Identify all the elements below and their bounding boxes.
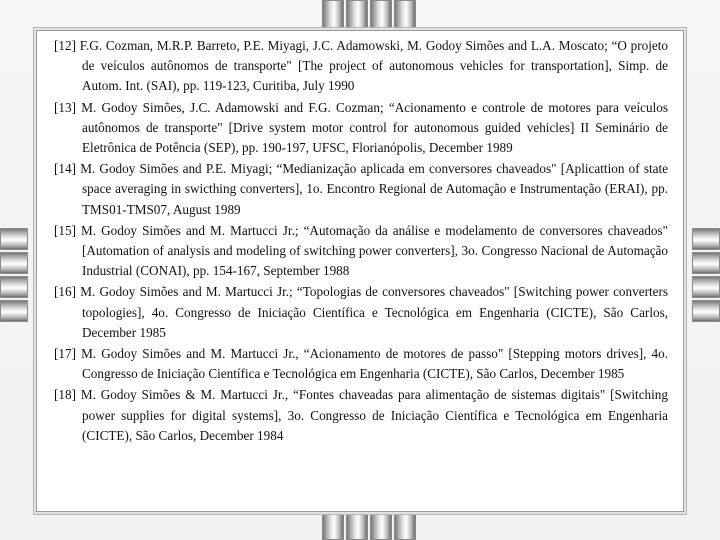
reference-text: F.G. Cozman, M.R.P. Barreto, P.E. Miyagi, J.C. Adamowski, M. Godoy Simões and L.A. Moscato; “O projeto de veículos autônomos de transporte" [The project of autonomous vehicles for transportation], Simp. de Autom. Int. (SAI), pp. 119-123, Curitiba, July 1990 xyxy=(79,38,668,94)
frame-tab-bottom-2 xyxy=(346,512,368,540)
reference-id: [16] xyxy=(54,284,76,300)
frame-tab-bottom-4 xyxy=(394,512,416,540)
frame-tab-right-4 xyxy=(692,300,720,322)
reference-item xyxy=(54,36,668,97)
reference-text: M. Godoy Simões, J.C. Adamowski and F.G. Cozman; “Acionamento e controle de motores para veículos autônomos de transporte" [Drive system motor control for autonomous guided vehicles] II Seminário de Eletrônica de Potência (SEP), pp. 190-197, UFSC, Florianópolis, December 1989 xyxy=(81,99,668,156)
reference-id: [15] xyxy=(54,222,76,238)
reference-id: [17] xyxy=(54,346,76,362)
frame-tab-top-3 xyxy=(370,0,392,28)
reference-text: M. Godoy Simões & M. Martucci Jr., “Fontes chaveadas para alimentação de sistemas digitais" [Switching power supplies for digital systems], 3o. Congresso de Iniciação Científica e Tecnológica em Engenharia (CICTE), São Carlos, December 1984 xyxy=(80,387,668,443)
frame-tab-top-1 xyxy=(322,0,344,28)
reference-item xyxy=(54,98,668,159)
frame-tab-left-1 xyxy=(0,228,28,250)
reference-text: M. Godoy Simões and M. Martucci Jr.; “Automação da análise e modelamento de conversores chaveados" [Automation of analysis and modeling of switching power converters], 3o. Congresso Nacional de Automação Industrial (CONAI), pp. 154-167, September 1988 xyxy=(81,222,668,279)
reference-list xyxy=(54,36,668,447)
reference-item xyxy=(54,385,668,446)
frame-tab-left-4 xyxy=(0,300,28,322)
frame-tab-right-3 xyxy=(692,276,720,298)
reference-id: [12] xyxy=(54,38,76,53)
reference-text: M. Godoy Simões and M. Martucci Jr.; “Topologias de conversores chaveados" [Switching power converters topologies], 4o. Congresso de Iniciação Científica e Tecnológica em Engenharia (CICTE), São Carlos, December 1985 xyxy=(80,284,669,340)
frame-tab-left-2 xyxy=(0,252,28,274)
frame-tab-right-2 xyxy=(692,252,720,274)
frame-tab-bottom-3 xyxy=(370,512,392,540)
reference-item xyxy=(54,221,668,282)
reference-id: [18] xyxy=(54,387,76,403)
frame-tab-left-3 xyxy=(0,276,28,298)
reference-id: [14] xyxy=(54,161,76,177)
reference-item xyxy=(54,159,668,220)
reference-id: [13] xyxy=(54,99,76,115)
reference-item xyxy=(54,344,668,384)
frame-tab-top-4 xyxy=(394,0,416,28)
reference-text: M. Godoy Simões and M. Martucci Jr., “Acionamento de motores de passo" [Stepping motors drives], 4o. Congresso de Iniciação Científica e Tecnológica em Engenharia (CICTE), São Carlos, December 1985 xyxy=(81,346,668,382)
reference-item xyxy=(54,282,668,343)
frame-tab-top-2 xyxy=(346,0,368,28)
frame-tab-right-1 xyxy=(692,228,720,250)
reference-text: M. Godoy Simões and P.E. Miyagi; “Medianização aplicada em conversores chaveados" [Aplicattion of state space averaging in swicthing converters], 1o. Encontro Regional de Automação e Instrumentação (ERAI), pp. TMS01-TMS07, August 1989 xyxy=(80,161,668,217)
frame-tab-bottom-1 xyxy=(322,512,344,540)
